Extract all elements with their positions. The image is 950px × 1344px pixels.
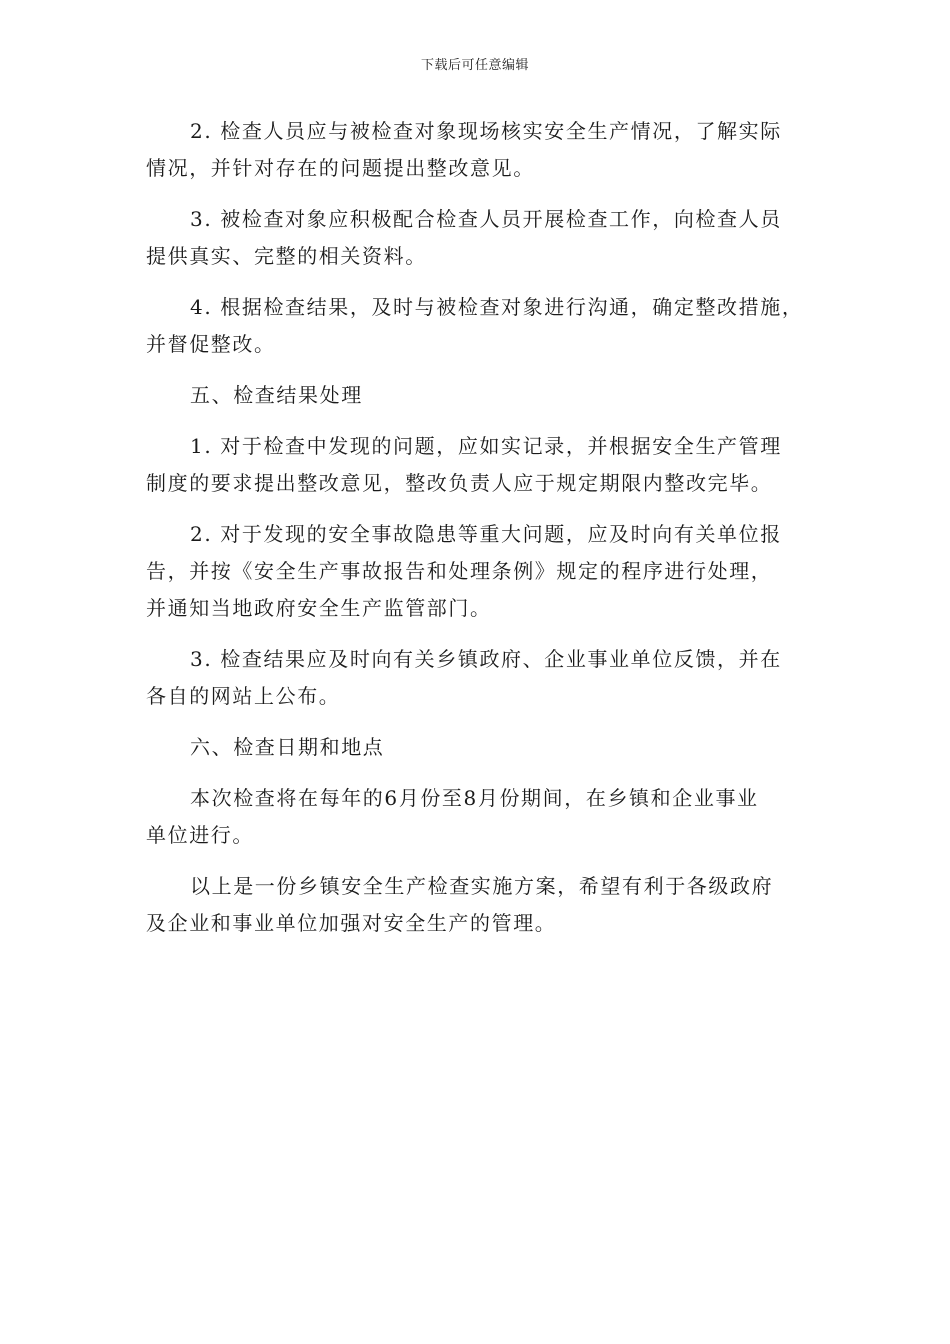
paragraph-result-1 bbox=[146, 428, 810, 502]
paragraph-item-3 bbox=[146, 201, 810, 275]
paragraph-result-2 bbox=[146, 516, 810, 627]
paragraph-line: 1. 对于检查中发现的问题，应如实记录，并根据安全生产管理 bbox=[190, 434, 782, 458]
paragraph-line: 3. 检查结果应及时向有关乡镇政府、企业事业单位反馈，并在 bbox=[190, 647, 782, 671]
paragraph-date-location bbox=[146, 780, 810, 854]
paragraph-line: 4. 根据检查结果，及时与被检查对象进行沟通，确定整改措施， bbox=[190, 295, 804, 319]
paragraph-line: 告，并按《安全生产事故报告和处理条例》规定的程序进行处理， bbox=[146, 559, 773, 583]
paragraph-result-3 bbox=[146, 641, 810, 715]
paragraph-item-4 bbox=[146, 289, 810, 363]
paragraph-line: 2. 对于发现的安全事故隐患等重大问题，应及时向有关单位报 bbox=[190, 522, 782, 546]
paragraph-line: 以上是一份乡镇安全生产检查实施方案，希望有利于各级政府 bbox=[190, 874, 774, 898]
paragraph-line: 本次检查将在每年的6月份至8月份期间，在乡镇和企业事业 bbox=[190, 786, 759, 810]
paragraph-line: 及企业和事业单位加强对安全生产的管理。 bbox=[146, 911, 557, 935]
paragraph-line: 并督促整改。 bbox=[146, 332, 276, 356]
paragraph-line: 情况，并针对存在的问题提出整改意见。 bbox=[146, 156, 535, 180]
paragraph-line: 并通知当地政府安全生产监管部门。 bbox=[146, 596, 492, 620]
paragraph-line: 2. 检查人员应与被检查对象现场核实安全生产情况，了解实际 bbox=[190, 119, 782, 143]
paragraph-conclusion bbox=[146, 868, 810, 942]
paragraph-line: 单位进行。 bbox=[146, 823, 254, 847]
paragraph-line: 各自的网站上公布。 bbox=[146, 684, 341, 708]
paragraph-line: 制度的要求提出整改意见，整改负责人应于规定期限内整改完毕。 bbox=[146, 471, 773, 495]
page-header: 下载后可任意编辑 bbox=[420, 58, 529, 73]
section-heading-six: 六、检查日期和地点 bbox=[190, 735, 385, 759]
document-body bbox=[146, 113, 810, 956]
section-heading-five: 五、检查结果处理 bbox=[190, 383, 363, 407]
paragraph-line: 3. 被检查对象应积极配合检查人员开展检查工作，向检查人员 bbox=[190, 207, 782, 231]
paragraph-item-2 bbox=[146, 113, 810, 187]
paragraph-line: 提供真实、完整的相关资料。 bbox=[146, 244, 427, 268]
